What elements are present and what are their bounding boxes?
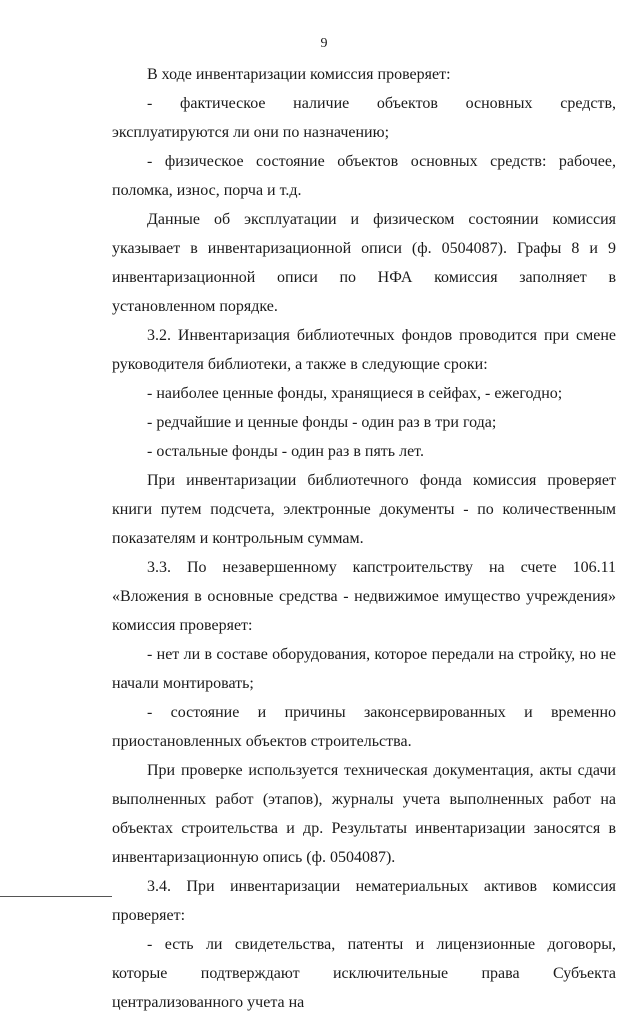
paragraph: В ходе инвентаризации комиссия проверяет: <box>147 66 451 83</box>
paragraph: 3.3. По незавершенному капстроительству на счете 106.11 «Вложения в основные средства - недвижимое имущество учреждения» комиссия проверяет: <box>112 559 616 634</box>
paragraph: - физическое состояние объектов основных средств: рабочее, поломка, износ, порча и т.д. <box>112 153 616 199</box>
paragraph: - редчайшие и ценные фонды - один раз в три года; <box>147 414 497 431</box>
page-number: 9 <box>320 36 328 51</box>
paragraph: При инвентаризации библиотечного фонда комиссия проверяет книги путем подсчета, электронные документы - по количественным показателям и контрольным суммам. <box>112 472 616 547</box>
paragraph: - остальные фонды - один раз в пять лет. <box>147 443 424 460</box>
paragraph: - нет ли в составе оборудования, которое передали на стройку, но не начали монтировать; <box>112 646 616 692</box>
paragraph: - есть ли свидетельства, патенты и лицензионные договоры, которые подтверждают исключительные права Субъекта централизованного учета на <box>112 936 616 1011</box>
paragraph: - наиболее ценные фонды, хранящиеся в сейфах, - ежегодно; <box>147 385 563 402</box>
footnote-separator-line <box>0 896 112 897</box>
paragraph: При проверке используется техническая документация, акты сдачи выполненных работ (этапов), журналы учета выполненных работ на объектах строительства и др. Результаты инвентаризации заносятся в инвентаризационную опись (ф. 0504087). <box>112 762 616 866</box>
paragraph: 3.2. Инвентаризация библиотечных фондов проводится при смене руководителя библиотеки, а также в следующие сроки: <box>112 327 616 373</box>
paragraph: Данные об эксплуатации и физическом состоянии комиссия указывает в инвентаризационной описи (ф. 0504087). Графы 8 и 9 инвентаризационной описи по НФА комиссия заполняет в установленном порядке. <box>112 211 616 315</box>
paragraph: - фактическое наличие объектов основных средств, эксплуатируются ли они по назначению; <box>112 95 616 141</box>
document-body <box>112 60 616 1017</box>
paragraph: - состояние и причины законсервированных и временно приостановленных объектов строительства. <box>112 704 616 750</box>
paragraph: 3.4. При инвентаризации нематериальных активов комиссия проверяет: <box>112 878 616 924</box>
